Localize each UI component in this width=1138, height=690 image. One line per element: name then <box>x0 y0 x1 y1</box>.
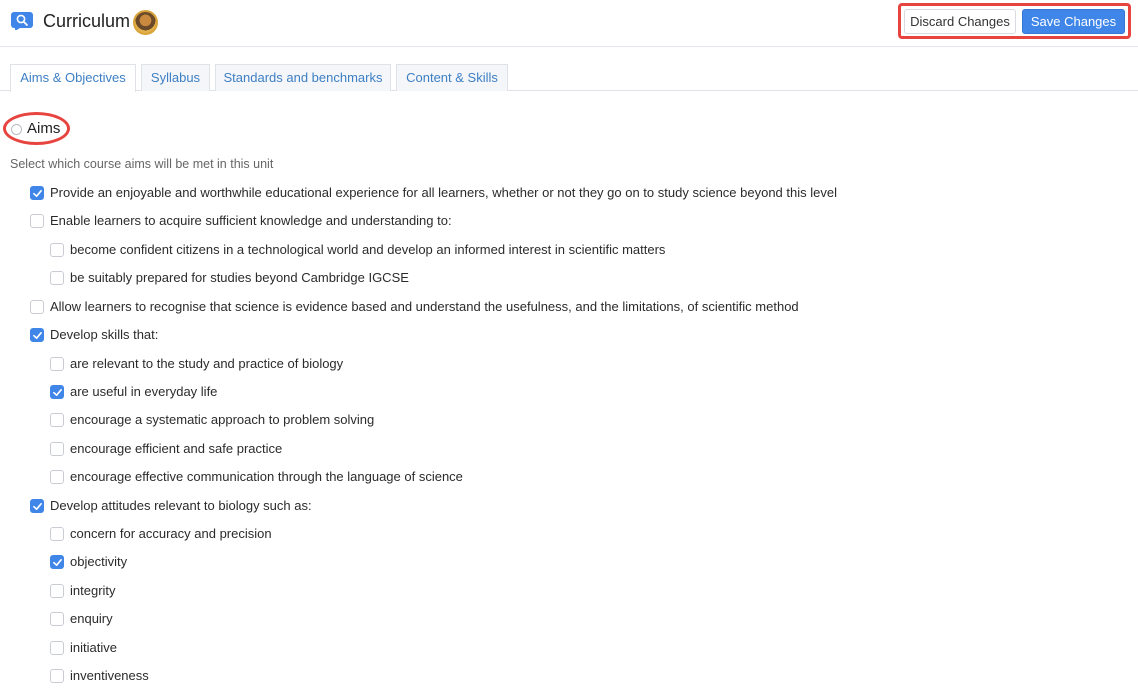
aim-item-label: objectivity <box>70 554 128 569</box>
checkbox[interactable] <box>50 357 64 371</box>
aim-item[interactable] <box>30 211 1030 231</box>
aim-item-label: Develop attitudes relevant to biology such as: <box>50 498 312 513</box>
aim-item-label: concern for accuracy and precision <box>70 526 272 541</box>
aims-instruction: Select which course aims will be met in this unit <box>10 157 274 171</box>
tab-standards-benchmarks[interactable]: Standards and benchmarks <box>215 64 391 91</box>
checkbox[interactable] <box>50 243 64 257</box>
aim-item[interactable] <box>30 183 1030 203</box>
check-icon <box>33 502 42 511</box>
tab-content-skills[interactable]: Content & Skills <box>396 64 508 91</box>
aim-item[interactable] <box>50 524 1050 544</box>
checkbox[interactable] <box>50 669 64 683</box>
aim-item[interactable] <box>50 354 1050 374</box>
aim-item[interactable] <box>30 297 1030 317</box>
checkbox[interactable] <box>50 612 64 626</box>
aim-item[interactable] <box>30 325 1030 345</box>
tab-aims-objectives[interactable]: Aims & Objectives <box>10 64 136 92</box>
tab-syllabus[interactable]: Syllabus <box>141 64 210 91</box>
aim-item-label: Develop skills that: <box>50 327 159 342</box>
aim-item-label: Provide an enjoyable and worthwhile educational experience for all learners, whether or not they go on to study science beyond this level <box>50 185 837 200</box>
aim-item-label: Enable learners to acquire sufficient knowledge and understanding to: <box>50 213 452 228</box>
discard-changes-button[interactable]: Discard Changes <box>904 9 1016 34</box>
checkbox-checked[interactable] <box>30 499 44 513</box>
aim-item[interactable] <box>30 496 1030 516</box>
checkbox-checked[interactable] <box>30 328 44 342</box>
aim-item-label: be suitably prepared for studies beyond Cambridge IGCSE <box>70 270 409 285</box>
checkbox[interactable] <box>50 442 64 456</box>
aim-item-label: become confident citizens in a technological world and develop an informed interest in scientific matters <box>70 242 666 257</box>
aim-item[interactable] <box>50 410 1050 430</box>
save-changes-button[interactable]: Save Changes <box>1022 9 1125 34</box>
aim-item[interactable] <box>50 382 1050 402</box>
check-icon <box>33 331 42 340</box>
checkbox[interactable] <box>50 584 64 598</box>
aim-item-label: integrity <box>70 583 116 598</box>
aim-item-label: encourage a systematic approach to problem solving <box>70 412 375 427</box>
aims-radio[interactable] <box>11 124 22 135</box>
aim-item-label: encourage effective communication through the language of science <box>70 469 463 484</box>
checkbox-checked[interactable] <box>50 385 64 399</box>
aim-item[interactable] <box>50 240 1050 260</box>
app-header <box>0 0 1138 47</box>
aim-item[interactable] <box>50 552 1050 572</box>
aim-item[interactable] <box>50 666 1050 686</box>
aim-item-label: are relevant to the study and practice of biology <box>70 356 344 371</box>
check-icon <box>33 189 42 198</box>
aim-item[interactable] <box>50 581 1050 601</box>
checkbox[interactable] <box>50 413 64 427</box>
aim-item[interactable] <box>50 609 1050 629</box>
page-title: Curriculum <box>43 11 131 31</box>
aim-item[interactable] <box>50 268 1050 288</box>
check-icon <box>53 558 62 567</box>
aim-item[interactable] <box>50 439 1050 459</box>
checkbox[interactable] <box>30 214 44 228</box>
aim-item[interactable] <box>50 467 1050 487</box>
checkbox-checked[interactable] <box>50 555 64 569</box>
checkbox[interactable] <box>50 527 64 541</box>
tab-bar <box>0 64 1138 91</box>
aim-item-label: Allow learners to recognise that science is evidence based and understand the usefulness, and the limitations, of scientific method <box>50 299 799 314</box>
aim-item-label: initiative <box>70 640 117 655</box>
checkbox[interactable] <box>50 470 64 484</box>
checkbox[interactable] <box>30 300 44 314</box>
check-icon <box>53 388 62 397</box>
aim-item-label: encourage efficient and safe practice <box>70 441 283 456</box>
checkbox-checked[interactable] <box>30 186 44 200</box>
aim-item-label: enquiry <box>70 611 113 626</box>
checkbox[interactable] <box>50 641 64 655</box>
aims-heading: Aims <box>27 120 61 137</box>
search-chat-icon <box>11 12 33 30</box>
aim-item-label: are useful in everyday life <box>70 384 218 399</box>
aim-item-label: inventiveness <box>70 668 149 683</box>
checkbox[interactable] <box>50 271 64 285</box>
aim-item[interactable] <box>50 638 1050 658</box>
avatar[interactable] <box>133 10 158 35</box>
